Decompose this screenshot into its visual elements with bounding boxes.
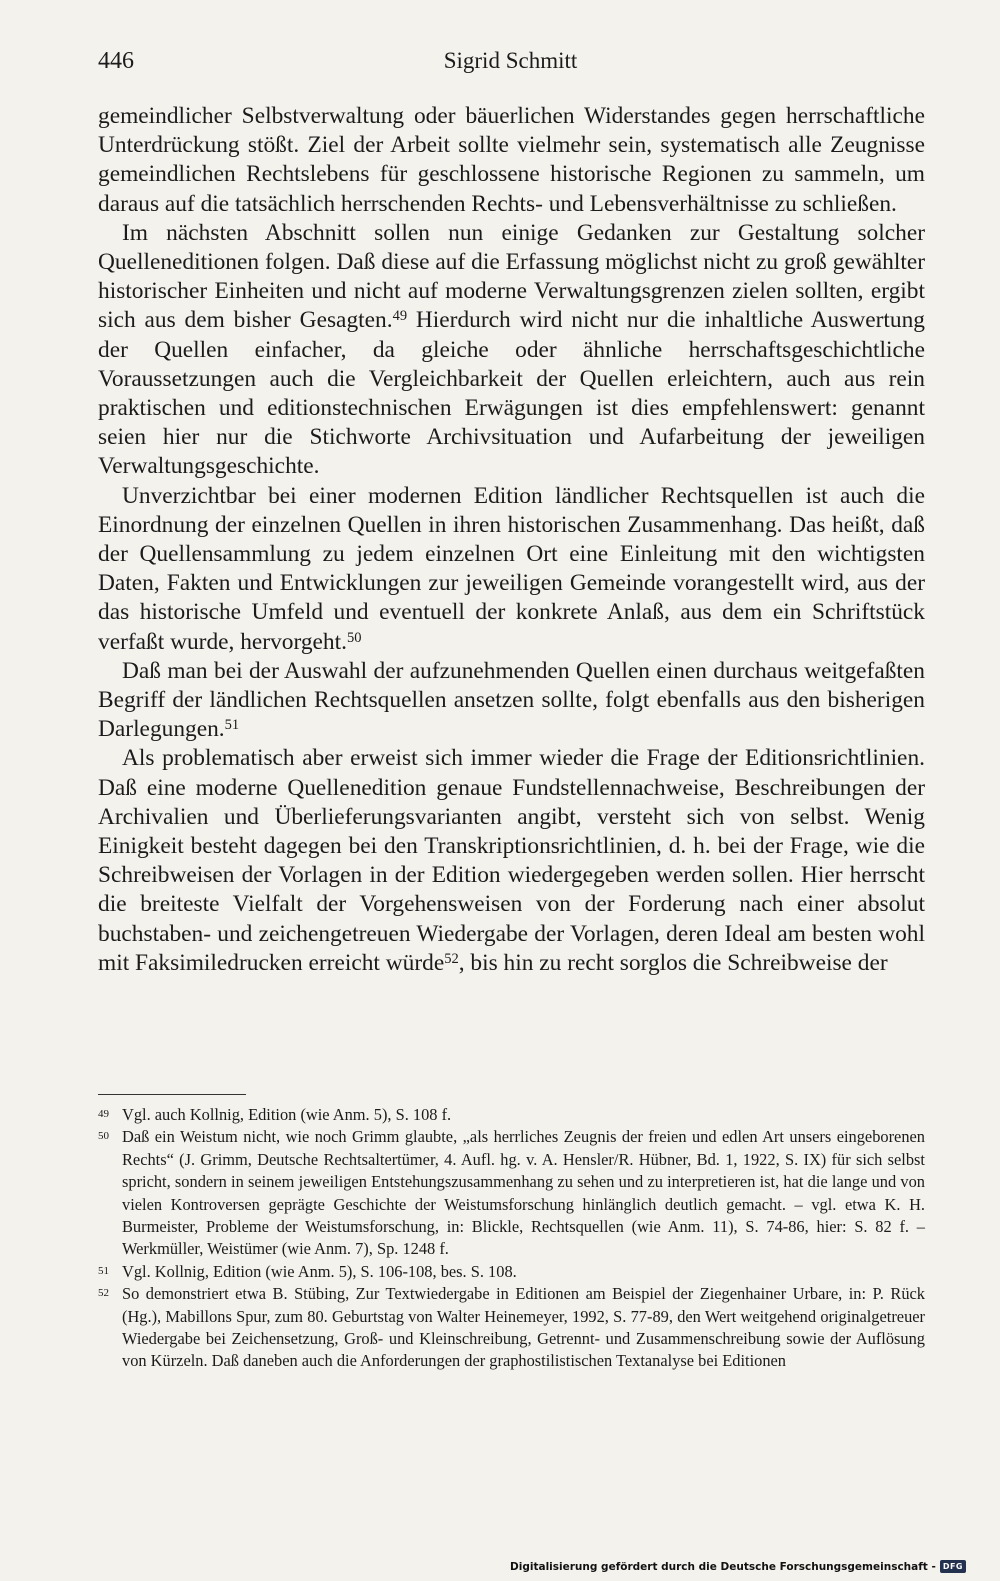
dfg-logo-icon: DFG	[940, 1560, 966, 1573]
footnote-51	[98, 1261, 925, 1283]
footnote-text: Vgl. auch Kollnig, Edition (wie Anm. 5), S. 108 f.	[122, 1105, 452, 1124]
footnote-ref-51[interactable]: 51	[224, 717, 240, 734]
digitization-text: Digitalisierung gefördert durch die Deutsche Forschungsgemeinschaft -	[510, 1560, 936, 1573]
digitization-notice	[510, 1560, 966, 1573]
paragraph-2: Im nächsten Abschnitt sollen nun einige Gedanken zur Gestaltung solcher Quelleneditionen folgen. Daß diese auf die Erfassung möglichst nicht zu groß gewählter historischer Einheiten und nicht auf moderne Verwaltungsgrenzen zielen sollten, ergibt sich aus dem bisher Gesagten.$^{49}$ Hierdurch wird nicht nur die inhaltliche Auswertung der Quellen einfacher, da gleiche oder ähnliche herrschaftsgeschichtliche Voraussetzungen auch die Vergleichbarkeit der Quellen erleichtern, auch aus rein praktischen und editionstechnischen Erwägungen ist dies empfehlenswert: genannt seien hier nur die Stichworte Archivsituation und Aufarbeitung der jeweiligen Verwaltungsgeschichte.	[98, 219, 925, 480]
footnote-ref-49[interactable]: 49	[392, 308, 408, 325]
footnote-number: 49	[98, 1108, 109, 1120]
paragraph-4: Daß man bei der Auswahl der aufzunehmenden Quellen einen durchaus weitgefaßten Begriff der ländlichen Rechtsquellen ansetzen sollte, folgt ebenfalls aus den bisherigen Darlegungen.$^{51}$	[98, 657, 925, 743]
footnote-ref-52[interactable]: 52	[444, 950, 459, 967]
footnote-49	[98, 1104, 925, 1126]
footnote-text: Vgl. Kollnig, Edition (wie Anm. 5), S. 106-108, bes. S. 108.	[122, 1261, 517, 1281]
footnote-text: So demonstriert etwa B. Stübing, Zur Textwiedergabe in Editionen am Beispiel der Ziegenhainer Urbare, in: P. Rück (Hg.), Mabillons Spur, zum 80. Geburtstag von Walter Heinemeyer, 1992, S. 77-89, den Wert weitgehend originalgetreuer Wiedergabe bei Zeichensetzung, Groß- und Kleinschreibung, Getrennt- und Zusammenschreibung sowie der Auflösung von Kürzeln. Daß daneben auch die Anforderungen der graphostilistischen Textanalyse bei Editionen	[122, 1284, 925, 1371]
footnote-number: 52	[98, 1287, 109, 1300]
footnote-number: 51	[98, 1264, 109, 1277]
page-number: 446	[98, 48, 134, 74]
footnote-ref-50[interactable]: 50	[346, 629, 362, 646]
page-header	[98, 48, 923, 82]
footnote-text: Daß ein Weistum nicht, wie noch Grimm glaubte, „als herrliches Zeugnis der freien und edlen Art unsers eingeborenen Rechts“ (J. Grimm, Deutsche Rechtsaltertümer, 4. Aufl. hg. v. A. Hensler/R. Hübner, Bd. 1, 1922, S. IX) für sich selbst spricht, sondern in seinem jeweiligen Entstehungszusammenhang zu sehen und zu interpretieren ist, hat die lange und von vielen Kontroversen geprägte Geschichte der Weistumsforschung hinlänglich deutlich gemacht. – vgl. etwa K. H. Burmeister, Probleme der Weistumsforschung, in: Blickle, Rechtsquellen (wie Anm. 11), S. 74-86, hier: S. 82 f. – Werkmüller, Weistümer (wie Anm. 7), Sp. 1248 f.	[122, 1127, 925, 1259]
footnote-52	[98, 1283, 925, 1373]
footnote-divider	[98, 1094, 246, 1095]
footnote-50	[98, 1126, 925, 1260]
main-text	[98, 102, 925, 978]
running-head: Sigrid Schmitt	[443, 48, 578, 73]
paragraph-1: gemeindlicher Selbstverwaltung oder bäuerlichen Widerstandes gegen herrschaftliche Unterdrückung stößt. Ziel der Arbeit sollte vielmehr sein, systematisch alle Zeugnisse gemeindlichen Rechtslebens für geschlossene historische Regionen zu sammeln, um daraus auf die tatsächlich herrschenden Rechts- und Lebensverhältnisse zu schließen.	[98, 103, 925, 217]
footnotes	[98, 1104, 925, 1373]
paragraph-3: Unverzichtbar bei einer modernen Edition ländlicher Rechtsquellen ist auch die Einordnung der einzelnen Quellen in ihren historischen Zusammenhang. Das heißt, daß der Quellensammlung zu jedem einzelnen Ort eine Einleitung mit den wichtigsten Daten, Fakten und Entwicklungen zur jeweiligen Gemeinde vorangestellt wird, aus der das historische Umfeld und eventuell der konkrete Anlaß, aus dem ein Schriftstück verfaßt wurde, hervorgeht.$^{50}$	[98, 482, 925, 655]
paragraph-5: Als problematisch aber erweist sich immer wieder die Frage der Editionsrichtlinien. Daß eine moderne Quellenedition genaue Fundstellennachweise, Beschreibungen der Archivalien und Überlieferungsvarianten angibt, versteht sich von selbst. Wenig Einigkeit besteht dagegen bei den Transkriptionsrichtlinien, d. h. bei der Frage, wie die Schreibweisen der Vorlagen in der Edition wiedergegeben werden sollen. Hier herrscht die breiteste Vielfalt der Vorgehensweisen von der Forderung nach einer absolut buchstaben- und zeichengetreuen Wiedergabe der Vorlagen, deren Ideal am besten wohl mit Faksimiledrucken erreicht würde$^{52}$, bis hin zu recht sorglos die Schreibweise der	[98, 745, 925, 976]
footnote-number: 50	[98, 1130, 109, 1143]
